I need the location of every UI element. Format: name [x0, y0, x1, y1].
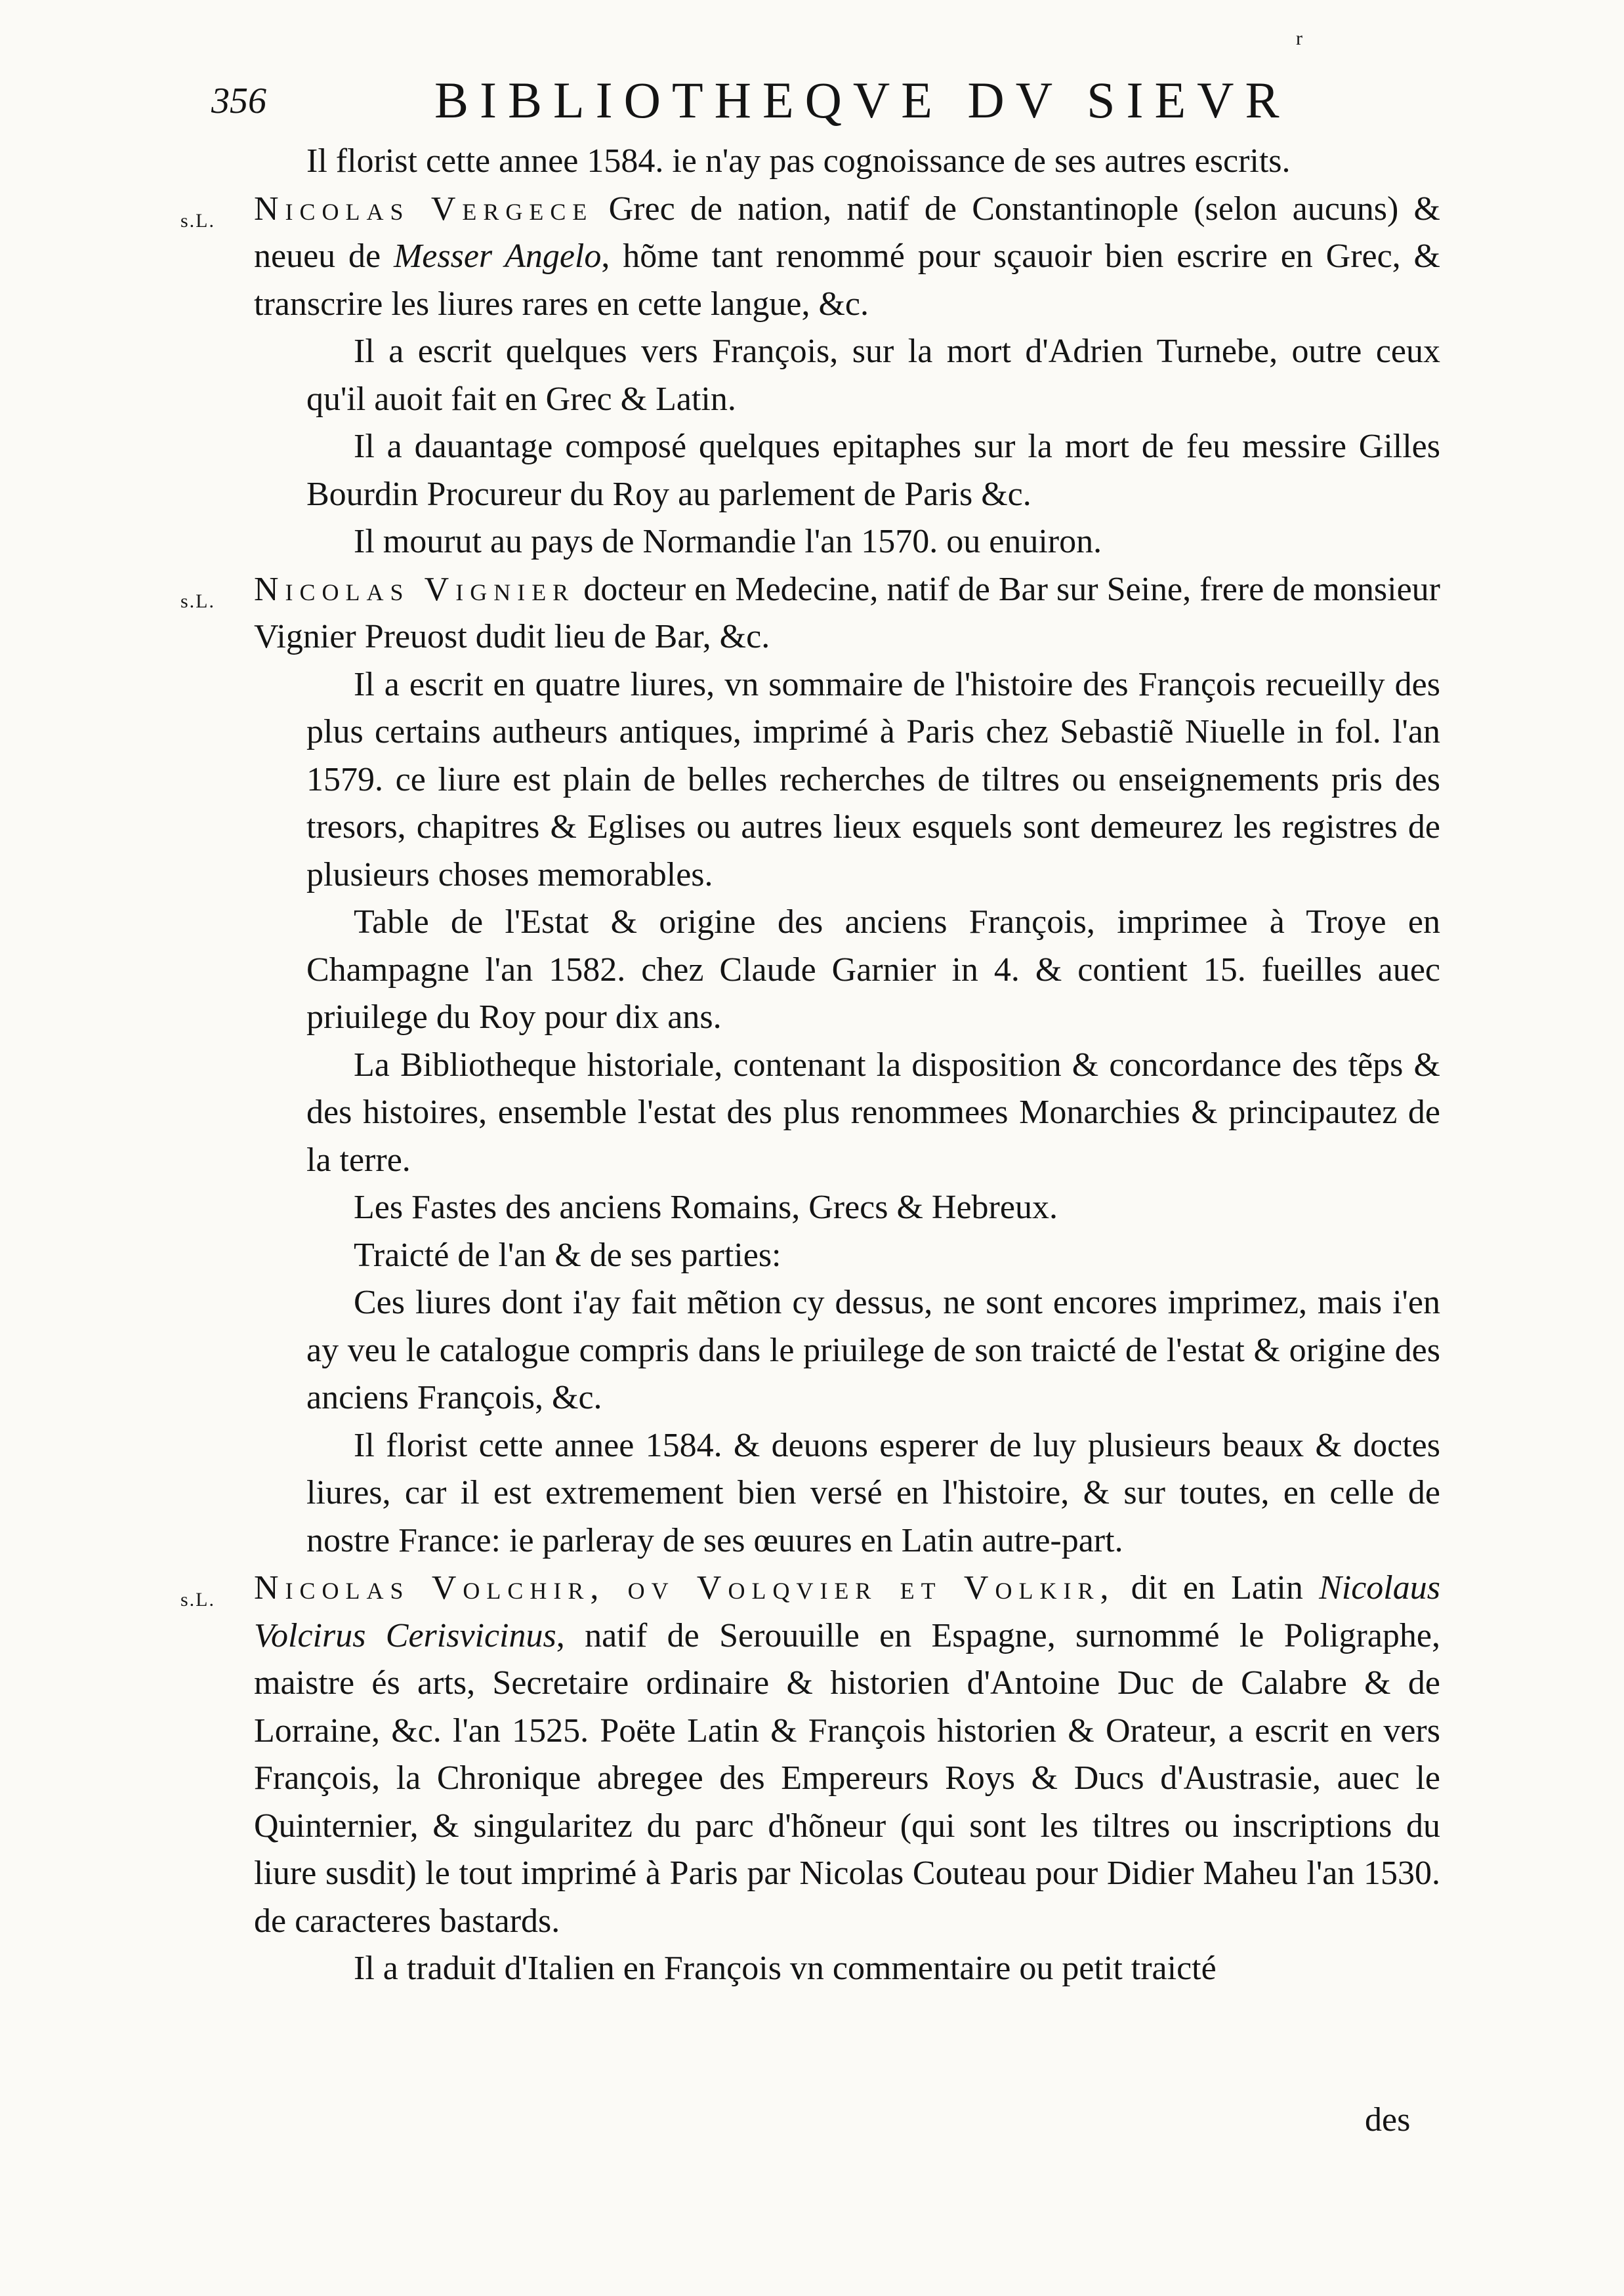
entry-intro: dit en Latin [1115, 1569, 1320, 1607]
entry-paragraph: Il a escrit en quatre liures, vn sommaire de l'histoire des François recueilly des plus certains autheurs antiques, imprimé à Paris chez Sebastiẽ Niuelle in fol. l'an 1579. ce liure est plain de belles recherches de tiltres ou enseignements pris des tresors, chapitres & Eglises ou autres lieux esquels sont demeurez les registres de plusieurs choses memorables. [306, 665, 1440, 893]
catchword: des [1365, 2101, 1411, 2139]
entry-intro-rest: , hõme tant renommé pour sçauoir bien escrire en Grec, & transcrire les liures rares en cette langue, &c. [254, 237, 1440, 323]
entry-paragraph: Il a traduit d'Italien en François vn commentaire ou petit traicté [354, 1950, 1217, 1987]
entry-paragraph: Traicté de l'an & de ses parties: [354, 1236, 781, 1274]
entry-marker: s.L. [180, 590, 215, 612]
entry-paragraph: Il a escrit quelques vers François, sur la mort d'Adrien Turnebe, outre ceux qu'il auoit fait en Grec & Latin. [306, 333, 1440, 418]
entry-paragraph: Il mourut au pays de Normandie l'an 1570. ou enuiron. [354, 523, 1102, 560]
author-name: Nicolas Volchir, ov Volqvier et Volkir, [254, 1569, 1115, 1607]
page-number: 356 [211, 81, 266, 121]
text-body [180, 138, 1440, 1993]
entry-paragraph: Les Fastes des anciens Romains, Grecs & Hebreux. [354, 1189, 1058, 1226]
running-head: BIBLIOTHEQVE DV SIEVR [434, 72, 1291, 129]
entry-paragraph: La Bibliotheque historiale, contenant la disposition & concordance des tẽps & des histoires, ensemble l'estat des plus renommees Monarchies & principautez de la terre. [306, 1046, 1440, 1179]
entry-volchir [180, 1565, 1440, 1993]
opening-paragraph: Il florist cette annee 1584. ie n'ay pas cognoissance de ses autres escrits. [306, 142, 1291, 180]
entry-heading [180, 186, 1440, 329]
author-name: Nicolas Vignier [254, 570, 575, 608]
entry-paragraph: Il a dauantage composé quelques epitaphes sur la mort de feu messire Gilles Bourdin Procureur du Roy au parlement de Paris &c. [306, 428, 1440, 513]
entry-heading [180, 1565, 1440, 1945]
entry-vignier [180, 566, 1440, 1565]
entry-paragraph: Ces liures dont i'ay fait mẽtion cy dessus, ne sont encores imprimez, mais i'en ay veu le catalogue compris dans le priuilege de son traicté de l'estat & origine des anciens François, &c. [306, 1284, 1440, 1416]
entry-paragraph: Table de l'Estat & origine des anciens François, imprimee à Troye en Champagne l'an 1582. chez Claude Garnier in 4. & contient 15. fueilles auec priuilege du Roy pour dix ans. [306, 903, 1440, 1036]
entry-marker: s.L. [180, 209, 215, 232]
entry-intro-rest: , natif de Serouuille en Espagne, surnommé le Poligraphe, maistre és arts, Secretaire ordinaire & historien d'Antoine Duc de Calabre & de Lorraine, &c. l'an 1525. Poëte Latin & François historien & Orateur, a escrit en vers François, la Chronique abregee des Empereurs Roys & Ducs d'Austrasie, auec le Quinternier, & singularitez du parc d'hõneur (qui sont les tiltres ou inscriptions du liure susdit) le tout imprimé à Paris par Nicolas Couteau pour Didier Maheu l'an 1530. de caracteres bastards. [254, 1616, 1441, 1940]
entry-paragraph: Il florist cette annee 1584. & deuons esperer de luy plusieurs beaux & doctes liures, car il est extremement bien versé en l'histoire, & sur toutes, en celle de nostre France: ie parleray de ses œuures en Latin autre-part. [306, 1426, 1440, 1559]
entry-marker: s.L. [180, 1589, 215, 1610]
entry-intro: docteur en Medecine, natif de Bar sur Seine, frere de monsieur Vignier Preuost dudit lieu de Bar, &c. [254, 570, 1440, 655]
corner-mark: r [1296, 28, 1302, 49]
entry-heading [180, 566, 1440, 661]
author-name: Nicolas Vergece [254, 190, 594, 228]
entry-intro-italic: Messer Angelo [393, 237, 602, 275]
entry-vergece [180, 186, 1440, 566]
entry-intro-italic: Nicolaus Volcirus Cerisvicinus [254, 1569, 1440, 1654]
entry-intro: Grec de nation, natif de Constantinople (selon aucuns) & neueu de [254, 190, 1440, 275]
